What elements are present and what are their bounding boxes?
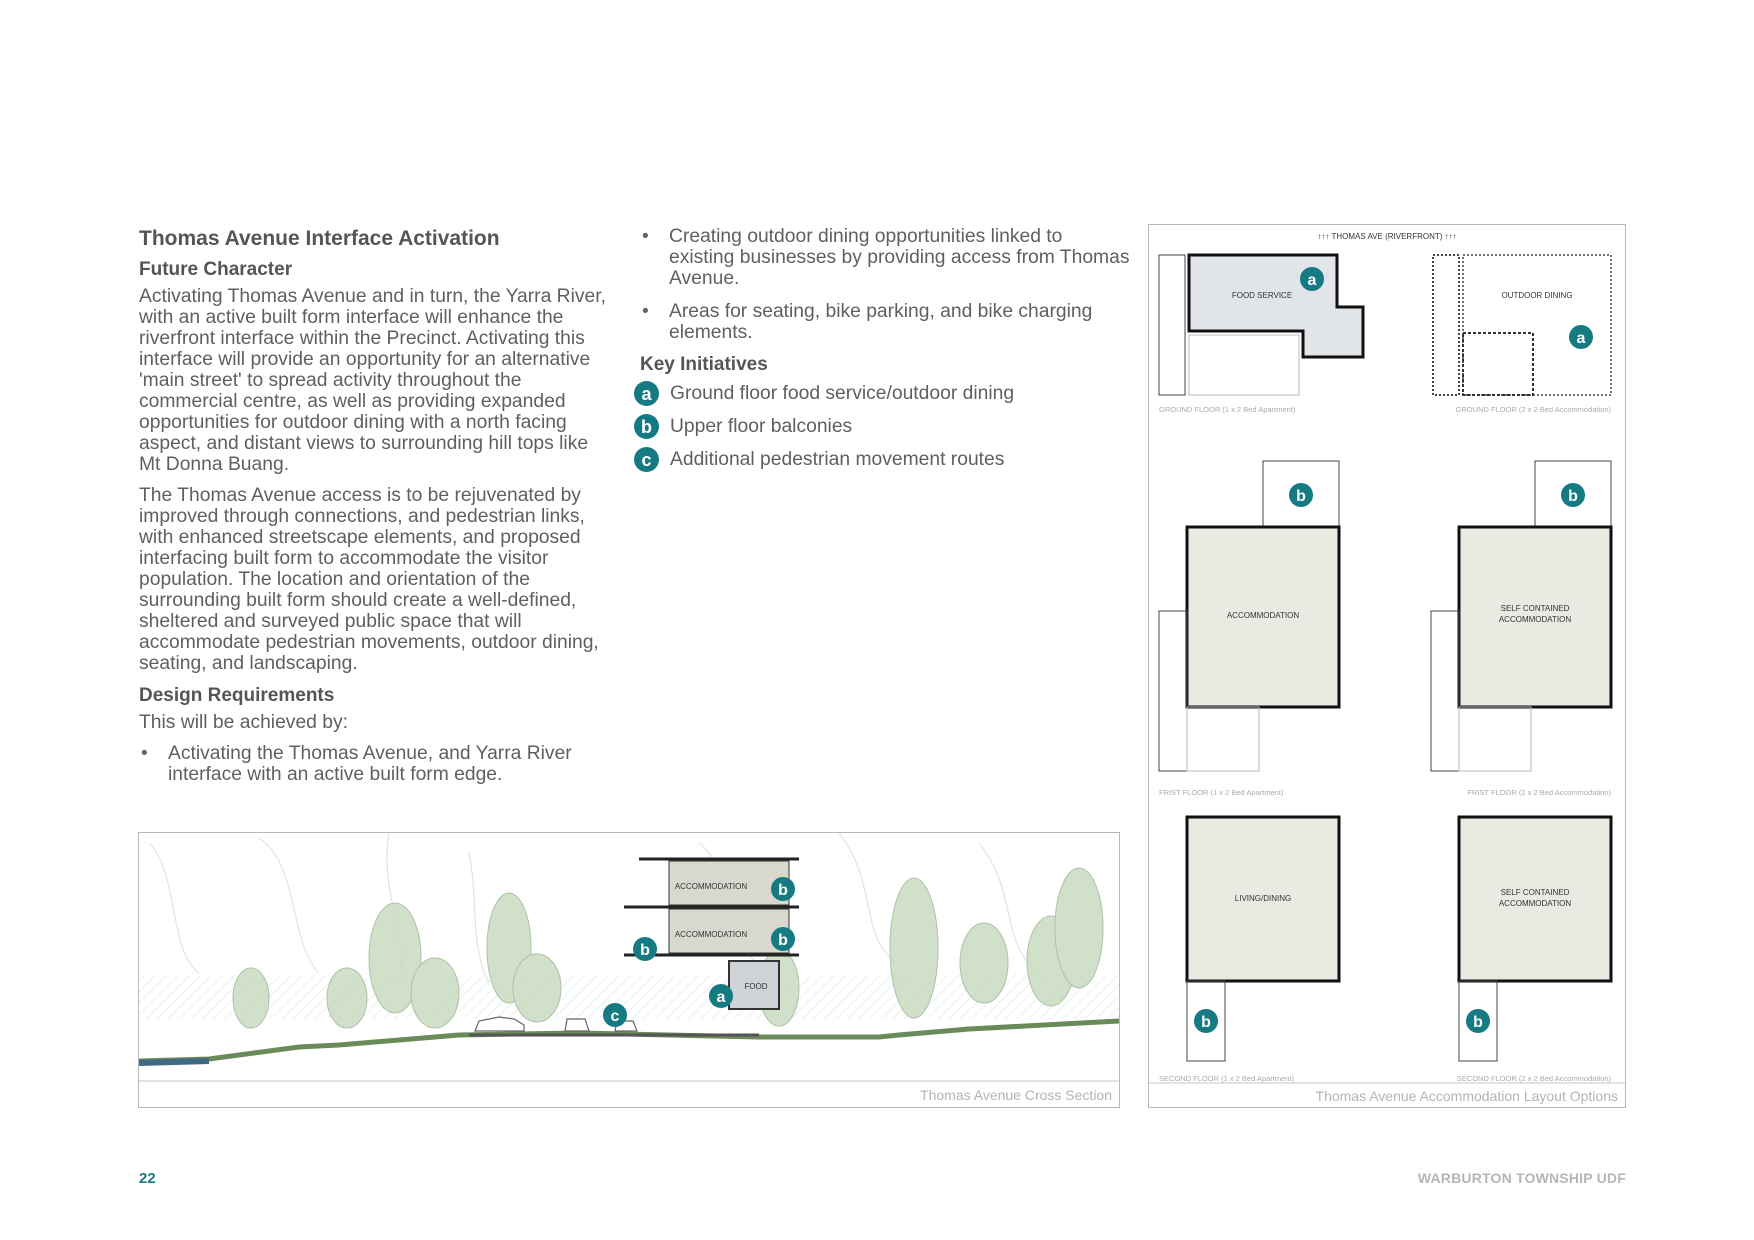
floor-plans-drawing	[1149, 225, 1625, 1107]
tree	[960, 923, 1008, 1003]
left-column	[139, 226, 609, 797]
ground-floor-left-plan	[1159, 255, 1363, 414]
courtyard	[1187, 707, 1259, 771]
design-requirements-list	[139, 743, 609, 785]
document-title: WARBURTON TOWNSHIP UDF	[1417, 1170, 1626, 1186]
stair	[1159, 611, 1187, 771]
bullet-item: • Creating outdoor dining opportunities linked to existing businesses by providing access from Thomas Avenue.	[640, 226, 1130, 289]
page-number: 22	[139, 1170, 156, 1187]
self-contained-label-line1: SELF CONTAINED	[1500, 888, 1570, 897]
key-initiatives-heading: Key Initiatives	[640, 354, 768, 375]
tree	[1055, 868, 1103, 988]
second-floor-right-plan	[1457, 817, 1612, 1083]
street-label: ↑↑↑ THOMAS AVE (RIVERFRONT) ↑↑↑	[1317, 232, 1457, 241]
second-floor-left-plan	[1159, 817, 1339, 1083]
initiative-item	[634, 381, 1130, 406]
bullet-item: • Areas for seating, bike parking, and bike charging elements.	[640, 301, 1130, 343]
tree	[327, 968, 367, 1028]
initiative-item	[634, 447, 1130, 472]
future-character-paragraph-1: Activating Thomas Avenue and in turn, the Yarra River, with an active built form interface will enhance the riverfront interface within the Precinct. Activating this interface will provide an opportunity for an alternative 'main street' to spread activity throughout the commercial centre, as well as providing expanded opportunities for outdoor dining with a north facing aspect, and distant views to surrounding hill tops like Mt Donna Buang.	[139, 286, 606, 475]
design-requirements-heading: Design Requirements	[139, 685, 335, 706]
first-left-caption: FRIST FLOOR (1 x 2 Bed Apartment)	[1159, 788, 1284, 797]
cross-section-caption: Thomas Avenue Cross Section	[920, 1087, 1112, 1103]
car	[565, 1019, 589, 1031]
layout-options-figure	[1148, 224, 1626, 1108]
building-outline	[1463, 333, 1533, 395]
future-character-heading: Future Character	[139, 259, 293, 280]
achieved-by-text: This will be achieved by:	[139, 712, 348, 733]
tree	[513, 954, 561, 1022]
stair	[1159, 255, 1185, 395]
marker-b: b	[778, 882, 788, 899]
page-heading: Thomas Avenue Interface Activation	[139, 227, 500, 250]
living-dining-label: LIVING/DINING	[1234, 894, 1292, 903]
first-right-caption: FRIST FLOOR (2 x 2 Bed Accommodation)	[1467, 788, 1611, 797]
ground-floor-right-plan	[1433, 255, 1611, 414]
first-floor-right-plan	[1431, 461, 1611, 797]
food-label: FOOD	[744, 982, 768, 991]
first-floor-left-plan	[1159, 461, 1339, 797]
marker-a-badge: a	[634, 381, 659, 406]
car	[475, 1017, 524, 1031]
cross-section-drawing	[139, 833, 1119, 1107]
initiative-item	[634, 414, 1130, 439]
food-service-label: FOOD SERVICE	[1231, 291, 1293, 300]
marker-b-badge: b	[634, 414, 659, 439]
initiative-text: Additional pedestrian movement routes	[670, 449, 1005, 470]
courtyard	[1189, 335, 1299, 395]
self-contained-label-line2: ACCOMMODATION	[1498, 615, 1572, 624]
key-initiatives-list	[640, 381, 1130, 472]
marker-b: b	[1568, 488, 1578, 505]
food-service-room	[1189, 255, 1363, 357]
stair	[1431, 611, 1459, 771]
initiative-text: Ground floor food service/outdoor dining	[670, 383, 1015, 404]
marker-b: b	[778, 932, 788, 949]
marker-b: b	[1296, 488, 1306, 505]
marker-a: a	[1307, 272, 1317, 289]
design-requirements-list-continued	[640, 226, 1130, 343]
marker-c: c	[610, 1008, 620, 1025]
stair	[1433, 255, 1459, 395]
middle-column	[640, 226, 1130, 480]
marker-b: b	[1473, 1014, 1483, 1031]
tree	[890, 878, 938, 1018]
marker-c-badge: c	[634, 447, 659, 472]
marker-b: b	[1201, 1014, 1211, 1031]
marker-a: a	[1576, 330, 1586, 347]
second-right-caption: SECOND FLOOR (2 x 2 Bed Accommodation)	[1456, 1074, 1611, 1083]
marker-b: b	[640, 942, 650, 959]
second-left-caption: SECOND FLOOR (1 x 2 Bed Apartment)	[1159, 1074, 1295, 1083]
outdoor-dining-area	[1463, 255, 1611, 395]
initiative-text: Upper floor balconies	[670, 416, 853, 437]
river-edge	[139, 1061, 209, 1063]
ground-left-caption: GROUND FLOOR (1 x 2 Bed Apartment)	[1159, 405, 1296, 414]
ground-right-caption: GROUND FLOOR (2 x 2 Bed Accommodation)	[1455, 405, 1611, 414]
marker-a: a	[716, 989, 726, 1006]
tree	[233, 968, 269, 1028]
upper-accommodation-label: ACCOMMODATION	[674, 882, 748, 891]
courtyard	[1459, 707, 1531, 771]
outdoor-dining-label: OUTDOOR DINING	[1501, 291, 1573, 300]
self-contained-label-line2: ACCOMMODATION	[1498, 899, 1572, 908]
self-contained-label-line1: SELF CONTAINED	[1500, 604, 1570, 613]
layout-options-caption: Thomas Avenue Accommodation Layout Options	[1315, 1088, 1618, 1104]
tree	[411, 958, 459, 1028]
bullet-item: • Activating the Thomas Avenue, and Yarra River interface with an active built form edge.	[139, 743, 609, 785]
future-character-paragraph-2: The Thomas Avenue access is to be rejuvenated by improved through connections, and pedestrian links, with enhanced streetscape elements, and proposed interfacing built form to accommodate the visitor population. The location and orientation of the surrounding built form should create a well-defined, sheltered and surveyed public space that will accommodate pedestrian movements, outdoor dining, seating, and landscaping.	[139, 485, 599, 674]
accommodation-label: ACCOMMODATION	[1226, 611, 1300, 620]
lower-accommodation-label: ACCOMMODATION	[674, 930, 748, 939]
cross-section-figure	[138, 832, 1120, 1108]
